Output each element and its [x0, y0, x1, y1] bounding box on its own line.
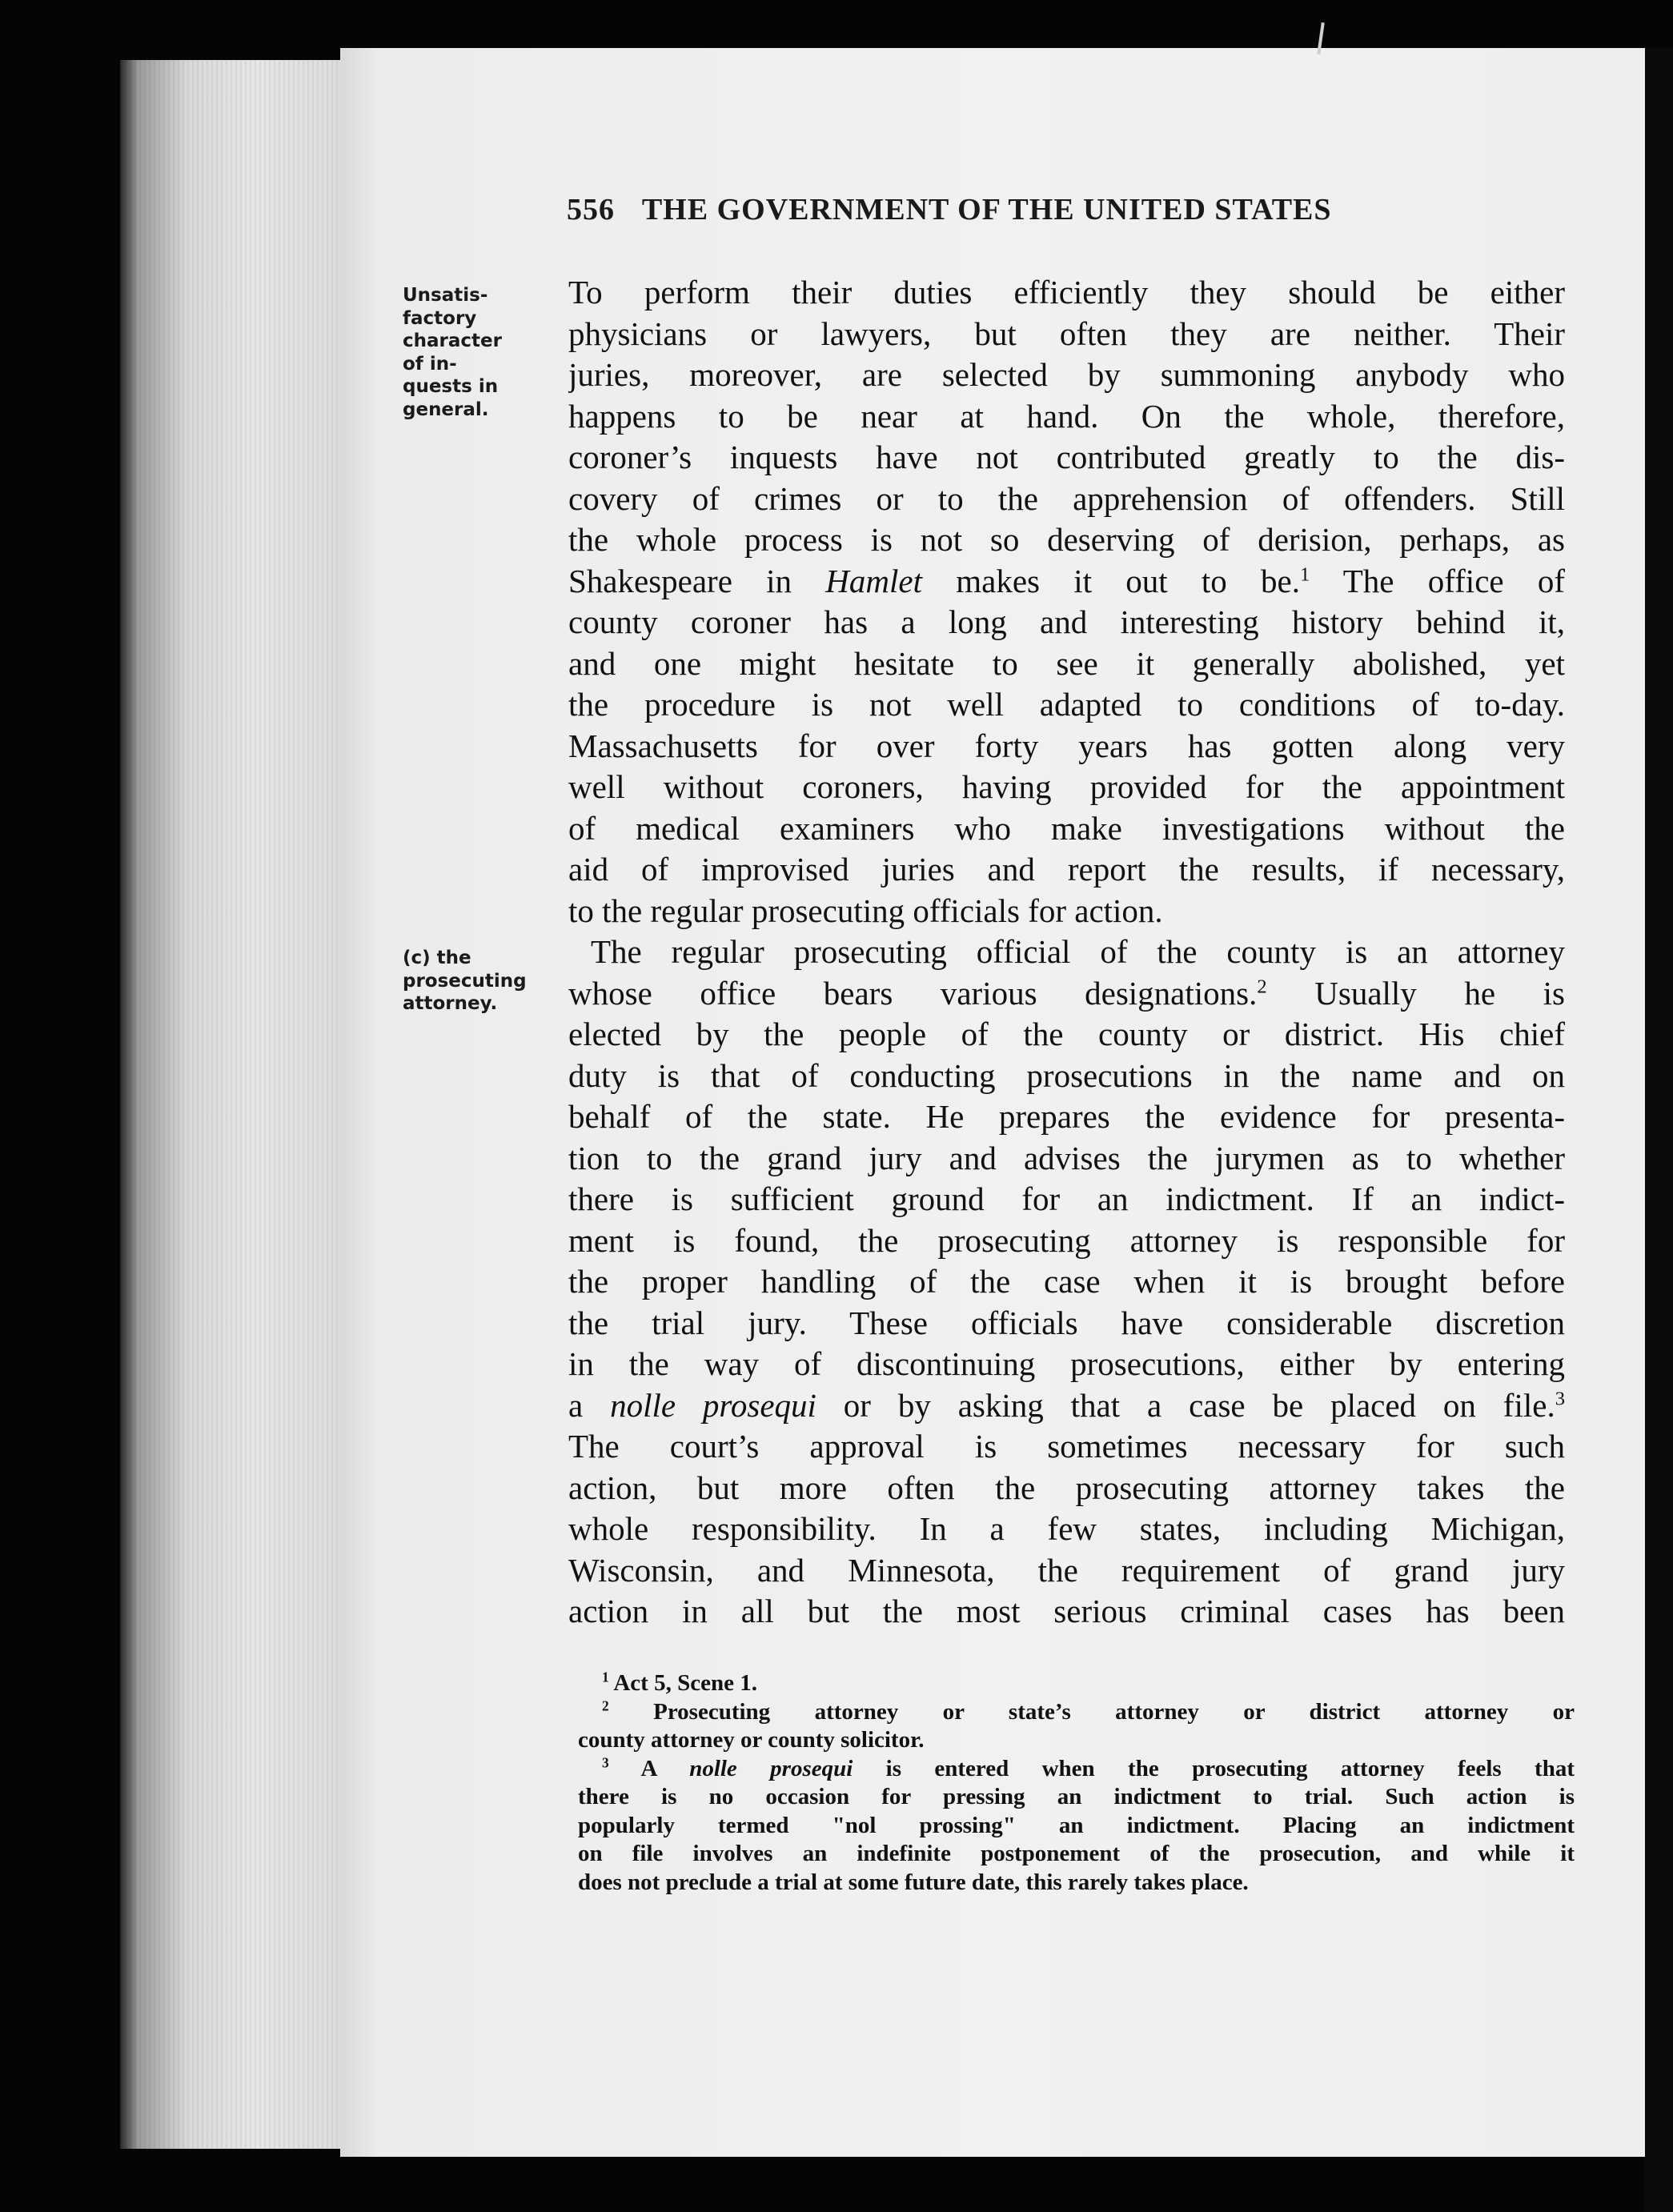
footnote-2-cont: county attorney or county solicitor. [578, 1727, 925, 1753]
text-line: juries, moreover, are selected by summoning anybody who [568, 356, 1565, 393]
footnote-text: A [608, 1755, 690, 1781]
main-text [568, 272, 1565, 1633]
text-line: in the way of discontinuing prosecutions, either by entering [568, 1345, 1565, 1382]
text-line [568, 561, 1565, 603]
margin-note-line: character [403, 331, 502, 351]
text-line [568, 1385, 1565, 1427]
running-header [567, 192, 1463, 227]
text-line: the procedure is not well adapted to conditions of to-day. [568, 686, 1565, 723]
text-line: covery of crimes or to the apprehension of offenders. Still [568, 479, 1565, 517]
running-title: THE GOVERNMENT OF THE UNITED STATES [641, 193, 1332, 226]
margin-note-inquests [403, 284, 539, 421]
text-line: and one might hesitate to see it generally abolished, yet [568, 644, 1565, 682]
text-line: action in all but the most serious criminal cases has been [568, 1593, 1565, 1629]
footnote-ref: 2 [1257, 975, 1267, 997]
text-line: happens to be near at hand. On the whole, therefore, [568, 397, 1565, 435]
text-line: whole responsibility. In a few states, including Michigan, [568, 1510, 1565, 1547]
text-line: elected by the people of the county or district. His chief [568, 1016, 1565, 1052]
text-run: Shakespeare in [568, 562, 826, 599]
footnote-text: Prosecuting attorney or state’s attorney or district attorney or [608, 1698, 1575, 1725]
footnote-3 [578, 1755, 1575, 1784]
text-line: the trial jury. These officials have considerable discretion [568, 1304, 1565, 1341]
footnote-3-cont: on file involves an indefinite postponement of the prosecution, and while it [578, 1841, 1575, 1866]
margin-note-line: quests in [403, 376, 499, 397]
text-run: whose office bears various designations. [568, 974, 1258, 1012]
book-page-edges [120, 60, 344, 2149]
margin-note-line: prosecuting [403, 970, 527, 992]
margin-note-prosecuting-attorney [403, 947, 539, 1016]
text-line: to the regular prosecuting officials for action. [568, 892, 1163, 929]
text-line: ment is found, the prosecuting attorney is responsible for [568, 1221, 1565, 1259]
text-run: Usually he is [1266, 974, 1565, 1012]
text-line: behalf of the state. He prepares the evidence for presenta- [568, 1098, 1565, 1135]
footnote-ref: 3 [1555, 1387, 1565, 1409]
text-line: The court’s approval is sometimes necessary for such [568, 1428, 1565, 1465]
footnote-1 [578, 1669, 1575, 1698]
text-line: well without coroners, having provided for the appointment [568, 768, 1565, 805]
text-line: tion to the grand jury and advises the jurymen as to whether [568, 1139, 1565, 1176]
margin-note-line: general. [403, 399, 489, 420]
text-line: action, but more often the prosecuting attorney takes the [568, 1469, 1565, 1506]
footnote-3-cont: does not preclude a trial at some future date, this rarely takes place. [578, 1869, 1249, 1895]
text-line: Massachusetts for over forty years has gotten along very [568, 727, 1565, 764]
footnote-mark: 1 [602, 1669, 609, 1685]
text-line: the whole process is not so deserving of derision, perhaps, as [568, 521, 1565, 558]
margin-note-line: Unsatis- [403, 285, 488, 306]
footnote-2 [578, 1698, 1575, 1727]
text-run: makes it out to be. [921, 562, 1300, 599]
footnotes [578, 1669, 1575, 1897]
italic-term: nolle prosequi [689, 1755, 853, 1781]
text-run: or by asking that a case be placed on file. [816, 1386, 1555, 1424]
footnote-mark: 3 [602, 1754, 609, 1770]
footnote-text: Act 5, Scene 1. [608, 1670, 757, 1696]
margin-note-line: of in- [403, 353, 457, 375]
italic-term: nolle prosequi [610, 1386, 816, 1424]
italic-title: Hamlet [825, 562, 922, 599]
margin-note-line: attorney. [403, 993, 498, 1014]
footnote-3-cont: there is no occasion for pressing an indictment to trial. Such action is [578, 1784, 1575, 1809]
text-run: The office of [1310, 562, 1565, 599]
text-line: aid of improvised juries and report the results, if necessary, [568, 851, 1565, 888]
text-line [568, 973, 1565, 1015]
scan-border-right [1645, 48, 1673, 2212]
text-line: coroner’s inquests have not contributed greatly to the dis- [568, 439, 1565, 475]
margin-note-line: (c) the [403, 948, 471, 968]
footnote-ref: 1 [1299, 563, 1310, 585]
text-line: there is sufficient ground for an indictment. If an indict- [568, 1180, 1565, 1217]
text-line: duty is that of conducting prosecutions in the name and on [568, 1056, 1565, 1094]
text-line: Wisconsin, and Minnesota, the requirement of grand jury [568, 1551, 1565, 1589]
margin-note-line: factory [403, 307, 477, 329]
footnote-mark: 2 [602, 1697, 609, 1713]
text-line: The regular prosecuting official of the county is an attorney [591, 933, 1565, 970]
text-line: physicians or lawyers, but often they are neither. Their [568, 315, 1565, 352]
text-line: county coroner has a long and interesting history behind it, [568, 603, 1565, 640]
text-line: To perform their duties efficiently they should be either [568, 274, 1565, 311]
text-line: of medical examiners who make investigations without the [568, 809, 1565, 847]
footnote-3-cont: popularly termed "nol prossing" an indictment. Placing an indictment [578, 1812, 1575, 1838]
footnote-text: is entered when the prosecuting attorney feels that [853, 1755, 1575, 1781]
page-number: 556 [567, 193, 615, 226]
text-run: a [568, 1386, 611, 1424]
text-line: the proper handling of the case when it is brought before [568, 1263, 1565, 1300]
